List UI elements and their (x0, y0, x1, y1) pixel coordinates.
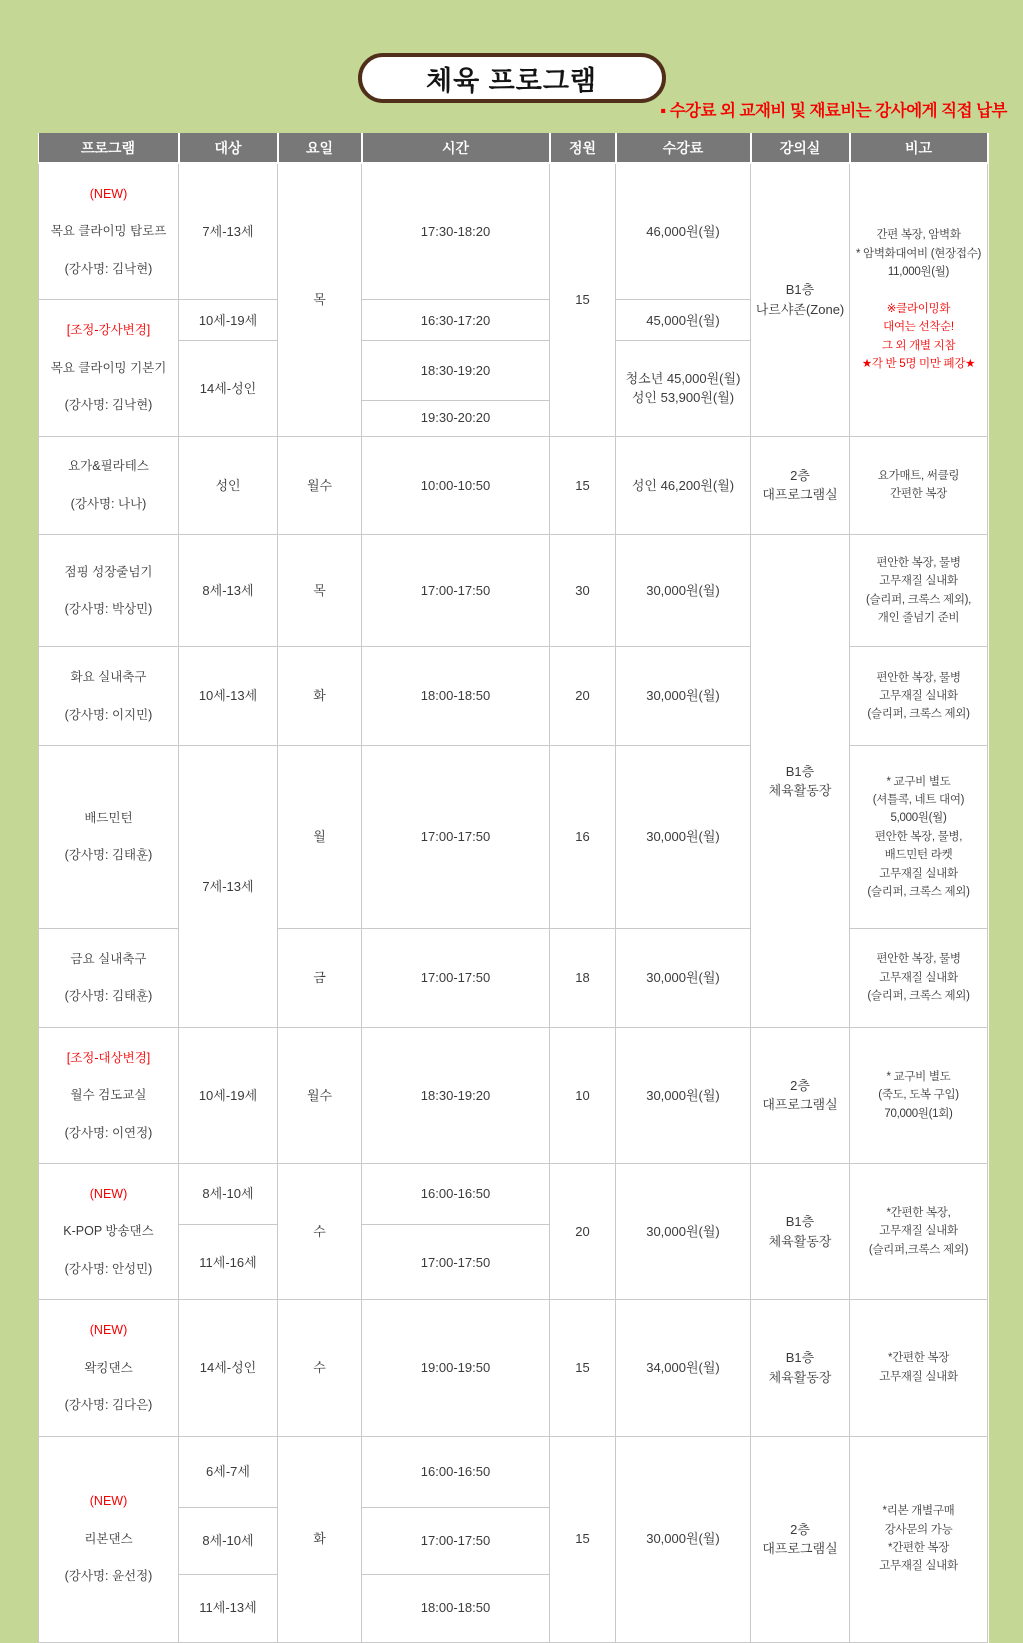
remark-text: 간편 복장, 암벽화 * 암벽화대여비 (현장접수) 11,000원(월) (855, 229, 982, 278)
remark-cell-climbing (850, 163, 988, 436)
adjust-tag: [조정-강사변경] (66, 323, 151, 337)
program-cell-climbing-basic (39, 300, 179, 436)
remark-cell: * 교구비 별도 (죽도, 도복 구입) 70,000원(1회) (850, 1027, 988, 1163)
instructor-name: (강사명: 김태훈) (64, 989, 153, 1004)
capacity-cell: 30 (550, 535, 616, 647)
day-cell: 화 (278, 647, 362, 746)
day-cell-climbing: 목 (278, 163, 362, 436)
remark-cell: 편안한 복장, 물병 고무재질 실내화 (슬리퍼, 크록스 제외) (850, 929, 988, 1028)
fee-cell: 30,000원(월) (616, 1027, 751, 1163)
target-cell: 성인 (179, 436, 278, 535)
day-cell: 월수 (278, 436, 362, 535)
new-tag: (NEW) (89, 1494, 128, 1509)
program-cell-ribbon (39, 1436, 179, 1642)
page-title (358, 53, 666, 103)
program-cell-yoga (39, 436, 179, 535)
room-cell: 2층 대프로그램실 (751, 436, 850, 535)
row-kendo (39, 1027, 988, 1163)
remark-cell: 편안한 복장, 물병 고무재질 실내화 (슬리퍼, 크록스 제외) (850, 647, 988, 746)
remark-cell: * 교구비 별도 (셔틀콕, 네트 대여) 5,000원(월) 편안한 복장, 물병, 배드민턴 라켓 고무재질 실내화 (슬리퍼, 크록스 제외) (850, 746, 988, 929)
room-cell-gym: B1층 체육활동장 (751, 535, 850, 1028)
col-header-time: 시간 (362, 133, 550, 163)
program-cell-kendo (39, 1027, 179, 1163)
target-cell: 10세-13세 (179, 647, 278, 746)
capacity-cell: 16 (550, 746, 616, 929)
target-cell: 14세-성인 (179, 1300, 278, 1436)
time-cell: 18:00-18:50 (362, 1574, 550, 1642)
row-climbing-toprope (39, 163, 988, 300)
fee-cell-ribbon: 30,000원(월) (616, 1436, 751, 1642)
remark-cell: 편안한 복장, 물병 고무재질 실내화 (슬리퍼, 크록스 제외), 개인 줄넘기 준비 (850, 535, 988, 647)
fee-cell: 45,000원(월) (616, 300, 751, 341)
capacity-cell: 18 (550, 929, 616, 1028)
program-schedule-table (38, 133, 989, 1643)
program-name: 금요 실내축구 (70, 951, 147, 966)
program-cell-tue-soccer (39, 647, 179, 746)
fee-cell: 청소년 45,000원(월) 성인 53,900원(월) (616, 341, 751, 436)
fee-cell: 46,000원(월) (616, 163, 751, 300)
fee-cell: 34,000원(월) (616, 1300, 751, 1436)
instructor-name: (강사명: 안성민) (64, 1261, 153, 1276)
program-name: 리본댄스 (84, 1531, 133, 1546)
room-cell-kpop: B1층 체육활동장 (751, 1164, 850, 1300)
capacity-cell-ribbon: 15 (550, 1436, 616, 1642)
instructor-name: (강사명: 김낙현) (64, 261, 153, 276)
time-cell: 16:00-16:50 (362, 1436, 550, 1507)
program-cell-badminton (39, 746, 179, 929)
col-header-remark: 비고 (850, 133, 988, 163)
day-cell: 목 (278, 535, 362, 647)
program-name: 요가&필라테스 (68, 459, 149, 474)
row-jumprope (39, 535, 988, 647)
target-cell: 8세-13세 (179, 535, 278, 647)
time-cell: 18:30-19:20 (362, 1027, 550, 1163)
instructor-name: (강사명: 김태훈) (64, 848, 153, 863)
remark-cell-ribbon: *리본 개별구매 강사문의 가능 *간편한 복장 고무재질 실내화 (850, 1436, 988, 1642)
row-kpop-1 (39, 1164, 988, 1225)
remark-text-red: ※클라이밍화 대여는 선착순! 그 외 개별 지참 ★각 반 5명 미만 폐강★ (861, 302, 976, 370)
new-tag: (NEW) (89, 1186, 128, 1201)
day-cell: 수 (278, 1300, 362, 1436)
col-header-capacity: 정원 (550, 133, 616, 163)
program-cell-jumprope (39, 535, 179, 647)
day-cell-ribbon: 화 (278, 1436, 362, 1642)
time-cell: 17:00-17:50 (362, 1225, 550, 1300)
room-cell-ribbon: 2층 대프로그램실 (751, 1436, 850, 1642)
room-cell-climbing: B1층 나르샤존(Zone) (751, 163, 850, 436)
instructor-name: (강사명: 윤선정) (64, 1569, 153, 1584)
fee-cell: 성인 46,200원(월) (616, 436, 751, 535)
target-cell: 7세-13세 (179, 163, 278, 300)
capacity-cell: 15 (550, 1300, 616, 1436)
time-cell: 10:00-10:50 (362, 436, 550, 535)
instructor-name: (강사명: 김다은) (64, 1398, 153, 1412)
day-cell: 월수 (278, 1027, 362, 1163)
program-cell-fri-soccer (39, 929, 179, 1028)
time-cell: 19:30-20:20 (362, 400, 550, 436)
program-name: 화요 실내축구 (70, 670, 147, 684)
time-cell: 19:00-19:50 (362, 1300, 550, 1436)
remark-cell: *간편한 복장 고무재질 실내화 (850, 1300, 988, 1436)
target-cell: 11세-16세 (179, 1225, 278, 1300)
time-cell: 16:00-16:50 (362, 1164, 550, 1225)
fee-cell: 30,000원(월) (616, 647, 751, 746)
room-cell: 2층 대프로그램실 (751, 1027, 850, 1163)
instructor-name: (강사명: 이연정) (64, 1125, 153, 1140)
remark-cell-kpop: *간편한 복장, 고무재질 실내화 (슬리퍼,크록스 제외) (850, 1164, 988, 1300)
program-name: 월수 검도교실 (70, 1088, 147, 1102)
target-cell-badminton-frisoccer: 7세-13세 (179, 746, 278, 1028)
col-header-fee: 수강료 (616, 133, 751, 163)
day-cell-kpop: 수 (278, 1164, 362, 1300)
capacity-cell: 10 (550, 1027, 616, 1163)
target-cell: 10세-19세 (179, 1027, 278, 1163)
new-tag: (NEW) (89, 186, 128, 201)
capacity-cell-kpop: 20 (550, 1164, 616, 1300)
col-header-program: 프로그램 (39, 133, 179, 163)
fee-cell: 30,000원(월) (616, 929, 751, 1028)
time-cell: 17:30-18:20 (362, 163, 550, 300)
day-cell: 금 (278, 929, 362, 1028)
instructor-name: (강사명: 이지민) (64, 707, 153, 722)
new-tag: (NEW) (89, 1323, 128, 1337)
program-cell-waacking (39, 1300, 179, 1436)
fee-notice (660, 97, 1007, 121)
page-title-text: 체육 프로그램 (426, 65, 597, 96)
col-header-day: 요일 (278, 133, 362, 163)
target-cell: 8세-10세 (179, 1507, 278, 1574)
row-yoga (39, 436, 988, 535)
col-header-target: 대상 (179, 133, 278, 163)
program-name: 점핑 성장줄넘기 (64, 564, 153, 579)
room-cell: B1층 체육활동장 (751, 1300, 850, 1436)
time-cell: 17:00-17:50 (362, 746, 550, 929)
program-name: 왁킹댄스 (84, 1360, 133, 1375)
time-cell: 17:00-17:50 (362, 929, 550, 1028)
capacity-cell-climbing: 15 (550, 163, 616, 436)
fee-cell: 30,000원(월) (616, 746, 751, 929)
time-cell: 17:00-17:50 (362, 1507, 550, 1574)
row-ribbon-1 (39, 1436, 988, 1507)
fee-notice-text: ▪ 수강료 외 교재비 및 재료비는 강사에게 직접 납부 (660, 102, 1007, 120)
row-waacking (39, 1300, 988, 1436)
day-cell: 월 (278, 746, 362, 929)
instructor-name: (강사명: 김낙현) (64, 398, 153, 412)
program-name: 목요 클라이밍 탑로프 (50, 224, 167, 239)
time-cell: 18:30-19:20 (362, 341, 550, 400)
time-cell: 16:30-17:20 (362, 300, 550, 341)
program-cell-kpop (39, 1164, 179, 1300)
program-name: 배드민턴 (84, 810, 133, 825)
target-cell: 11세-13세 (179, 1574, 278, 1642)
program-name: 목요 클라이밍 기본기 (50, 360, 167, 375)
capacity-cell: 15 (550, 436, 616, 535)
capacity-cell: 20 (550, 647, 616, 746)
col-header-room: 강의실 (751, 133, 850, 163)
adjust-tag: [조정-대상변경] (66, 1050, 151, 1065)
target-cell: 8세-10세 (179, 1164, 278, 1225)
fee-cell: 30,000원(월) (616, 535, 751, 647)
header-row (39, 133, 988, 163)
program-cell-climbing-toprope (39, 163, 179, 300)
remark-cell: 요가매트, 써클링 간편한 복장 (850, 436, 988, 535)
target-cell: 6세-7세 (179, 1436, 278, 1507)
target-cell: 14세-성인 (179, 341, 278, 436)
fee-cell-kpop: 30,000원(월) (616, 1164, 751, 1300)
time-cell: 18:00-18:50 (362, 647, 550, 746)
instructor-name: (강사명: 나나) (70, 496, 147, 511)
target-cell: 10세-19세 (179, 300, 278, 341)
instructor-name: (강사명: 박상민) (64, 602, 153, 617)
program-name: K-POP 방송댄스 (63, 1224, 154, 1239)
time-cell: 17:00-17:50 (362, 535, 550, 647)
